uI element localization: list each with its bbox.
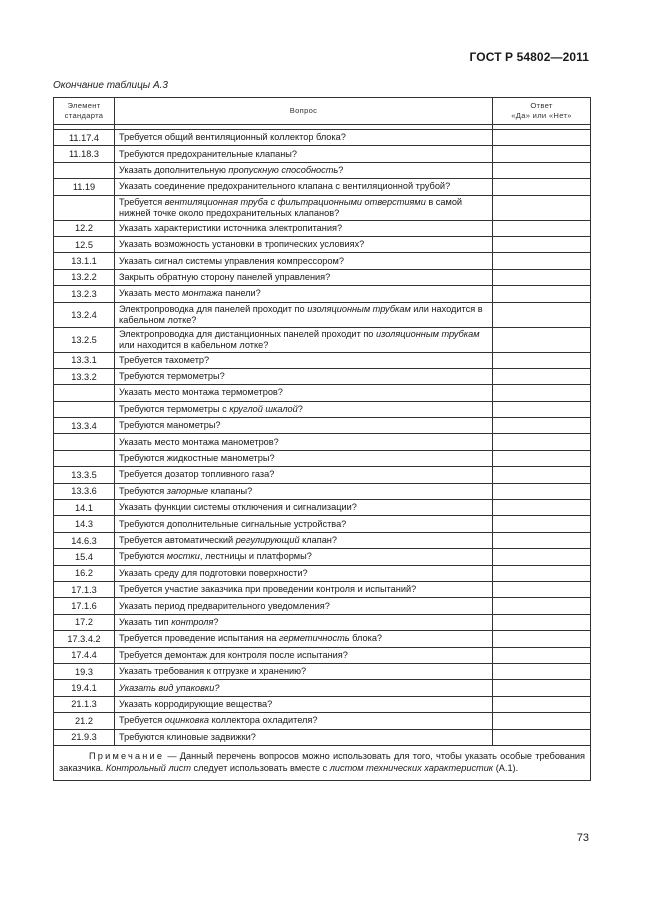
element-cell: 13.2.3 <box>54 286 115 302</box>
question-cell <box>115 327 493 352</box>
element-cell: 13.2.2 <box>54 269 115 285</box>
answer-cell[interactable] <box>493 236 591 252</box>
question-cell <box>115 162 493 178</box>
question-text: Указать возможность установки в тропических условиях? <box>119 239 365 250</box>
answer-cell[interactable] <box>493 352 591 368</box>
question-text: ? <box>213 616 219 627</box>
page-number: 73 <box>576 832 589 844</box>
table-row <box>54 663 591 679</box>
table-note <box>54 745 591 780</box>
element-cell: 17.4.4 <box>54 647 115 663</box>
question-text: или находится в кабельном лотке? <box>119 303 483 325</box>
answer-cell[interactable] <box>493 146 591 162</box>
question-cell <box>115 500 493 516</box>
question-text: , лестницы и платформы? <box>199 551 312 562</box>
table-row <box>54 327 591 352</box>
element-cell: 13.3.2 <box>54 368 115 384</box>
element-cell: 14.6.3 <box>54 532 115 548</box>
element-cell <box>54 195 115 220</box>
question-text: Указать требования к отгрузке и хранению? <box>119 666 307 677</box>
element-cell <box>54 162 115 178</box>
question-text: Требуется автоматический <box>119 535 236 545</box>
element-cell <box>54 450 115 466</box>
table-row <box>54 450 591 466</box>
element-cell: 11.18.3 <box>54 146 115 162</box>
table-row <box>54 352 591 368</box>
answer-cell[interactable] <box>493 401 591 417</box>
question-text: блока? <box>349 633 383 644</box>
question-cell <box>115 631 493 647</box>
note-row <box>54 745 591 780</box>
question-text: Требуются <box>119 551 167 562</box>
element-cell <box>54 385 115 401</box>
question-text: Требуются предохранительные клапаны? <box>119 148 298 159</box>
table-row <box>54 179 591 195</box>
question-text: коллектора охладителя? <box>209 715 318 726</box>
note-text: — Данный перечень вопросов можно использовать для того, чтобы указать особые требования заказчика. <box>59 750 585 773</box>
table-row <box>54 236 591 252</box>
answer-cell[interactable] <box>493 516 591 532</box>
header-element-line2: стандарта <box>64 111 104 120</box>
question-cell <box>115 253 493 269</box>
table-row <box>54 647 591 663</box>
table-row <box>54 516 591 532</box>
table-row <box>54 418 591 434</box>
answer-cell[interactable] <box>493 598 591 614</box>
answer-cell[interactable] <box>493 663 591 679</box>
element-cell: 12.2 <box>54 220 115 236</box>
answer-cell[interactable] <box>493 614 591 630</box>
note-text: (А.1). <box>493 762 519 773</box>
question-text: Требуются манометры? <box>119 420 221 431</box>
question-text: Требуются дополнительные сигнальные устройства? <box>119 518 347 529</box>
table-row <box>54 500 591 516</box>
element-cell: 13.3.5 <box>54 467 115 483</box>
question-text: Указать функции системы отключения и сигнализации? <box>119 502 357 513</box>
element-cell <box>54 401 115 417</box>
question-cell <box>115 236 493 252</box>
header-element-line1: Элемент <box>67 101 101 110</box>
question-cell <box>115 220 493 236</box>
column-header-element <box>54 98 115 125</box>
question-text: ? <box>297 403 303 414</box>
document-code: ГОСТ Р 54802—2011 <box>469 50 589 64</box>
question-text: мостки <box>166 551 200 562</box>
question-text: герметичность <box>279 633 350 644</box>
answer-cell[interactable] <box>493 581 591 597</box>
question-cell <box>115 549 493 565</box>
element-cell: 12.5 <box>54 236 115 252</box>
element-cell <box>54 434 115 450</box>
question-cell <box>115 269 493 285</box>
element-cell: 11.19 <box>54 179 115 195</box>
question-text: или находится в кабельном лотке? <box>119 339 269 350</box>
answer-cell[interactable] <box>493 162 591 178</box>
table-row <box>54 302 591 327</box>
question-text: Требуются клиновые задвижки? <box>119 731 256 742</box>
note-text: листом технических характеристик <box>329 762 494 773</box>
question-cell <box>115 368 493 384</box>
question-text: Требуются жидкостные манометры? <box>119 453 275 464</box>
question-cell <box>115 146 493 162</box>
element-cell: 21.2 <box>54 713 115 729</box>
question-cell <box>115 467 493 483</box>
table-row <box>54 286 591 302</box>
question-text: Требуется дозатор топливного газа? <box>119 469 275 480</box>
question-text: пропускную способность <box>228 164 339 175</box>
answer-cell[interactable] <box>493 647 591 663</box>
answer-cell[interactable] <box>493 130 591 146</box>
question-cell <box>115 614 493 630</box>
answer-cell[interactable] <box>493 532 591 548</box>
question-text: Указать дополнительную <box>119 164 229 175</box>
question-text: изоляционным трубкам <box>307 303 411 314</box>
answer-cell[interactable] <box>493 450 591 466</box>
question-cell <box>115 195 493 220</box>
answer-cell[interactable] <box>493 500 591 516</box>
question-text: вентиляционная труба с фильтрационными отверстиями <box>164 196 426 207</box>
question-text: Указать соединение предохранительного клапана с вентиляционной трубой? <box>119 181 451 192</box>
element-cell: 17.1.3 <box>54 581 115 597</box>
table-row <box>54 130 591 146</box>
note-text: следует использовать вместе с <box>191 762 330 773</box>
question-cell <box>115 385 493 401</box>
question-cell <box>115 647 493 663</box>
question-text: Требуется демонтаж для контроля после испытания? <box>119 649 348 660</box>
answer-cell[interactable] <box>493 195 591 220</box>
answer-cell[interactable] <box>493 385 591 401</box>
column-header-question: Вопрос <box>115 98 493 125</box>
answer-cell[interactable] <box>493 713 591 729</box>
answer-cell[interactable] <box>493 467 591 483</box>
question-text: регулирующий <box>235 535 300 545</box>
question-text: Требуется тахометр? <box>119 354 210 365</box>
question-text: панели? <box>222 288 261 299</box>
answer-cell[interactable] <box>493 418 591 434</box>
table-row <box>54 532 591 548</box>
element-cell: 19.3 <box>54 663 115 679</box>
table-header-row <box>54 98 591 125</box>
question-text: монтажа <box>182 288 223 299</box>
table-row <box>54 385 591 401</box>
table-row <box>54 162 591 178</box>
element-cell: 13.2.4 <box>54 302 115 327</box>
question-text: ? <box>338 164 344 175</box>
table-row <box>54 565 591 581</box>
question-text: изоляционным трубкам <box>375 328 480 339</box>
question-text: Указать вид упаковки? <box>119 682 220 693</box>
question-cell <box>115 581 493 597</box>
question-text: Указать тип <box>119 616 172 627</box>
question-text: Требуется <box>119 196 165 207</box>
question-text: клапаны? <box>208 485 253 496</box>
table-row <box>54 434 591 450</box>
table-row <box>54 696 591 712</box>
element-cell: 21.9.3 <box>54 729 115 745</box>
answer-cell[interactable] <box>493 269 591 285</box>
answer-cell[interactable] <box>493 220 591 236</box>
question-text: Указать корродирующие вещества? <box>119 698 273 709</box>
answer-cell[interactable] <box>493 565 591 581</box>
question-text: в самой нижней точке около предохранительных клапанов? <box>119 196 463 218</box>
question-text: Указать место монтажа термометров? <box>119 387 283 398</box>
question-cell <box>115 680 493 696</box>
answer-cell[interactable] <box>493 696 591 712</box>
answer-cell[interactable] <box>493 253 591 269</box>
element-cell: 21.1.3 <box>54 696 115 712</box>
column-header-answer <box>493 98 591 125</box>
answer-cell[interactable] <box>493 368 591 384</box>
question-text: Требуется проведение испытания на <box>119 633 279 644</box>
answer-cell[interactable] <box>493 680 591 696</box>
table-row <box>54 598 591 614</box>
question-text: запорные <box>166 485 209 496</box>
answer-cell[interactable] <box>493 302 591 327</box>
question-cell <box>115 418 493 434</box>
question-text: Указать место монтажа манометров? <box>119 436 279 447</box>
element-cell: 16.2 <box>54 565 115 581</box>
question-text: Указать среду для подготовки поверхности? <box>119 567 308 578</box>
question-text: Закрыть обратную сторону панелей управления? <box>119 271 331 282</box>
question-text: Требуются термометры? <box>119 371 225 382</box>
question-cell <box>115 286 493 302</box>
question-cell <box>115 729 493 745</box>
question-text: Указать место <box>119 288 183 299</box>
question-cell <box>115 352 493 368</box>
element-cell: 14.3 <box>54 516 115 532</box>
answer-cell[interactable] <box>493 179 591 195</box>
table-row <box>54 631 591 647</box>
question-text: Указать период предварительного уведомления? <box>119 600 330 611</box>
answer-cell[interactable] <box>493 631 591 647</box>
answer-cell[interactable] <box>493 327 591 352</box>
answer-cell[interactable] <box>493 483 591 499</box>
element-cell: 17.1.6 <box>54 598 115 614</box>
question-cell <box>115 302 493 327</box>
table-row <box>54 614 591 630</box>
table-row <box>54 368 591 384</box>
question-text: Требуются <box>119 485 167 496</box>
question-cell <box>115 565 493 581</box>
question-cell <box>115 483 493 499</box>
question-cell <box>115 713 493 729</box>
element-cell: 15.4 <box>54 549 115 565</box>
element-cell: 11.17.4 <box>54 130 115 146</box>
note-text: Контрольный лист <box>105 762 191 773</box>
table-row <box>54 401 591 417</box>
question-text: Требуется участие заказчика при проведении контроля и испытаний? <box>119 584 417 595</box>
table-row <box>54 146 591 162</box>
question-cell <box>115 663 493 679</box>
table-caption: Окончание таблицы А.3 <box>53 80 168 91</box>
question-text: Требуются термометры с <box>119 403 230 414</box>
element-cell: 17.2 <box>54 614 115 630</box>
table-row <box>54 483 591 499</box>
question-cell <box>115 179 493 195</box>
header-answer-line2: «Да» или «Нет» <box>511 111 572 120</box>
answer-cell[interactable] <box>493 729 591 745</box>
question-text: оцинковка <box>164 715 210 726</box>
element-cell: 19.4.1 <box>54 680 115 696</box>
question-cell <box>115 434 493 450</box>
element-cell: 13.3.6 <box>54 483 115 499</box>
element-cell: 13.2.5 <box>54 327 115 352</box>
element-cell: 13.3.4 <box>54 418 115 434</box>
table-row <box>54 269 591 285</box>
question-text: клапан? <box>299 535 337 545</box>
question-text: Требуется общий вентиляционный коллектор блока? <box>119 132 346 143</box>
question-cell <box>115 696 493 712</box>
questionnaire-table <box>53 97 591 781</box>
question-text: Указать характеристики источника электропитания? <box>119 222 343 233</box>
table-row <box>54 195 591 220</box>
question-cell <box>115 130 493 146</box>
note-text: Примечание <box>89 750 165 761</box>
element-cell: 13.3.1 <box>54 352 115 368</box>
element-cell: 14.1 <box>54 500 115 516</box>
question-text: круглой шкалой <box>229 403 298 414</box>
question-text: Указать сигнал системы управления компрессором? <box>119 255 344 266</box>
element-cell: 13.1.1 <box>54 253 115 269</box>
element-cell: 17.3.4.2 <box>54 631 115 647</box>
question-text: контроля <box>171 616 214 627</box>
question-text: Требуется <box>119 715 165 726</box>
question-cell <box>115 401 493 417</box>
question-cell <box>115 598 493 614</box>
table-row <box>54 729 591 745</box>
question-text: Электропроводка для дистанционных панелей проходит по <box>119 328 376 339</box>
table-row <box>54 549 591 565</box>
question-cell <box>115 516 493 532</box>
table-row <box>54 581 591 597</box>
table-row <box>54 253 591 269</box>
table-row <box>54 220 591 236</box>
question-text: Электропроводка для панелей проходит по <box>119 303 308 314</box>
header-answer-line1: Ответ <box>530 101 553 110</box>
answer-cell[interactable] <box>493 434 591 450</box>
answer-cell[interactable] <box>493 549 591 565</box>
table-row <box>54 467 591 483</box>
question-cell <box>115 532 493 548</box>
answer-cell[interactable] <box>493 286 591 302</box>
table-row <box>54 713 591 729</box>
question-cell <box>115 450 493 466</box>
table-row <box>54 680 591 696</box>
